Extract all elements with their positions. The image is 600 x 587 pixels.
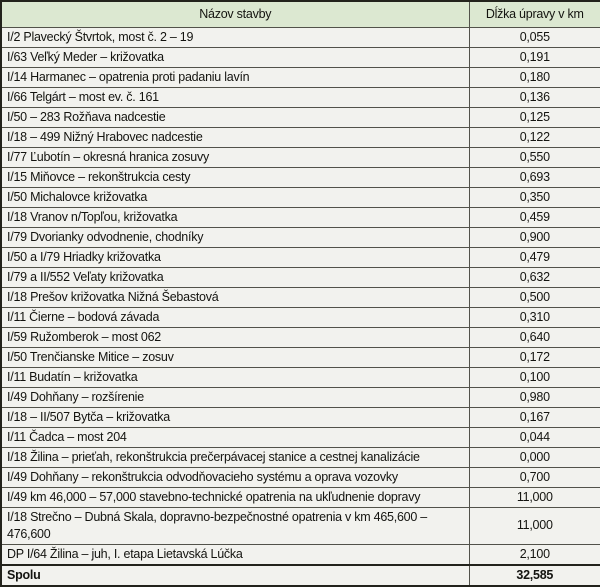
table-row	[1, 347, 600, 367]
table-row	[1, 287, 600, 307]
construction-name-cell: I/49 Dohňany – rekonštrukcia odvodňovacieho systému a oprava vozovky	[1, 467, 469, 487]
construction-name-cell: I/18 Prešov križovatka Nižná Šebastová	[1, 287, 469, 307]
construction-name-cell: I/49 km 46,000 – 57,000 stavebno-technické opatrenia na ukľudnenie dopravy	[1, 487, 469, 507]
table-row	[1, 127, 600, 147]
table-row	[1, 27, 600, 47]
table-row	[1, 507, 600, 544]
table-row	[1, 167, 600, 187]
length-value-cell: 0,632	[469, 267, 600, 287]
table-row	[1, 367, 600, 387]
table-row	[1, 267, 600, 287]
construction-name-cell: I/50 Trenčianske Mitice – zosuv	[1, 347, 469, 367]
length-value-cell: 0,700	[469, 467, 600, 487]
construction-name-cell: I/50 a I/79 Hriadky križovatka	[1, 247, 469, 267]
length-value-cell: 0,191	[469, 47, 600, 67]
construction-name-cell: I/79 Dvorianky odvodnenie, chodníky	[1, 227, 469, 247]
length-value-cell: 0,350	[469, 187, 600, 207]
total-label-cell: Spolu	[1, 565, 469, 586]
length-value-cell: 0,550	[469, 147, 600, 167]
total-value-cell: 32,585	[469, 565, 600, 586]
table-row	[1, 47, 600, 67]
construction-name-cell: I/63 Veľký Meder – križovatka	[1, 47, 469, 67]
length-value-cell: 0,693	[469, 167, 600, 187]
construction-name-cell: I/11 Budatín – križovatka	[1, 367, 469, 387]
construction-name-cell: I/77 Ľubotín – okresná hranica zosuvy	[1, 147, 469, 167]
construction-name-cell: I/66 Telgárt – most ev. č. 161	[1, 87, 469, 107]
length-value-cell: 0,900	[469, 227, 600, 247]
length-value-cell: 0,500	[469, 287, 600, 307]
table-row	[1, 87, 600, 107]
construction-name-cell: I/18 – 499 Nižný Hrabovec nadcestie	[1, 127, 469, 147]
construction-name-cell: I/11 Čadca – most 204	[1, 427, 469, 447]
length-value-cell: 0,479	[469, 247, 600, 267]
construction-name-cell: I/59 Ružomberok – most 062	[1, 327, 469, 347]
length-value-cell: 0,044	[469, 427, 600, 447]
table-footer	[1, 565, 600, 586]
length-value-cell: 0,100	[469, 367, 600, 387]
length-value-cell: 0,980	[469, 387, 600, 407]
length-value-cell: 2,100	[469, 544, 600, 565]
construction-name-cell: I/18 Strečno – Dubná Skala, dopravno-bezpečnostné opatrenia v km 465,600 – 476,600	[1, 507, 469, 544]
length-value-cell: 0,122	[469, 127, 600, 147]
table-row	[1, 147, 600, 167]
length-value-cell: 0,000	[469, 447, 600, 467]
construction-name-cell: I/79 a II/552 Veľaty križovatka	[1, 267, 469, 287]
construction-name-cell: I/14 Harmanec – opatrenia proti padaniu lavín	[1, 67, 469, 87]
table-row	[1, 187, 600, 207]
construction-name-cell: I/2 Plavecký Štvrtok, most č. 2 – 19	[1, 27, 469, 47]
length-value-cell: 0,172	[469, 347, 600, 367]
length-value-cell: 0,055	[469, 27, 600, 47]
construction-name-cell: I/18 Žilina – prieťah, rekonštrukcia prečerpávacej stanice a cestnej kanalizácie	[1, 447, 469, 467]
table-body	[1, 27, 600, 565]
table-row	[1, 427, 600, 447]
construction-name-cell: I/18 – II/507 Bytča – križovatka	[1, 407, 469, 427]
table-row	[1, 467, 600, 487]
table-row	[1, 544, 600, 565]
header-row	[1, 1, 600, 27]
construction-name-cell: I/15 Miňovce – rekonštrukcia cesty	[1, 167, 469, 187]
table-row	[1, 327, 600, 347]
length-value-cell: 0,640	[469, 327, 600, 347]
column-header-length-km: Dĺžka úpravy v km	[469, 1, 600, 27]
table-row	[1, 207, 600, 227]
construction-name-cell: I/18 Vranov n/Topľou, križovatka	[1, 207, 469, 227]
table-row	[1, 487, 600, 507]
construction-name-cell: DP I/64 Žilina – juh, I. etapa Lietavská Lúčka	[1, 544, 469, 565]
construction-name-cell: I/49 Dohňany – rozšírenie	[1, 387, 469, 407]
column-header-construction-name: Názov stavby	[1, 1, 469, 27]
construction-name-cell: I/50 – 283 Rožňava nadcestie	[1, 107, 469, 127]
table-row	[1, 307, 600, 327]
length-value-cell: 0,180	[469, 67, 600, 87]
table-row	[1, 247, 600, 267]
table-row	[1, 407, 600, 427]
length-value-cell: 0,136	[469, 87, 600, 107]
total-row	[1, 565, 600, 586]
table-row	[1, 227, 600, 247]
length-value-cell: 11,000	[469, 487, 600, 507]
length-value-cell: 11,000	[469, 507, 600, 544]
length-value-cell: 0,310	[469, 307, 600, 327]
table-row	[1, 387, 600, 407]
table-row	[1, 447, 600, 467]
construction-name-cell: I/11 Čierne – bodová závada	[1, 307, 469, 327]
length-value-cell: 0,167	[469, 407, 600, 427]
table-header	[1, 1, 600, 27]
table-row	[1, 107, 600, 127]
construction-name-cell: I/50 Michalovce križovatka	[1, 187, 469, 207]
table-row	[1, 67, 600, 87]
length-value-cell: 0,125	[469, 107, 600, 127]
length-value-cell: 0,459	[469, 207, 600, 227]
